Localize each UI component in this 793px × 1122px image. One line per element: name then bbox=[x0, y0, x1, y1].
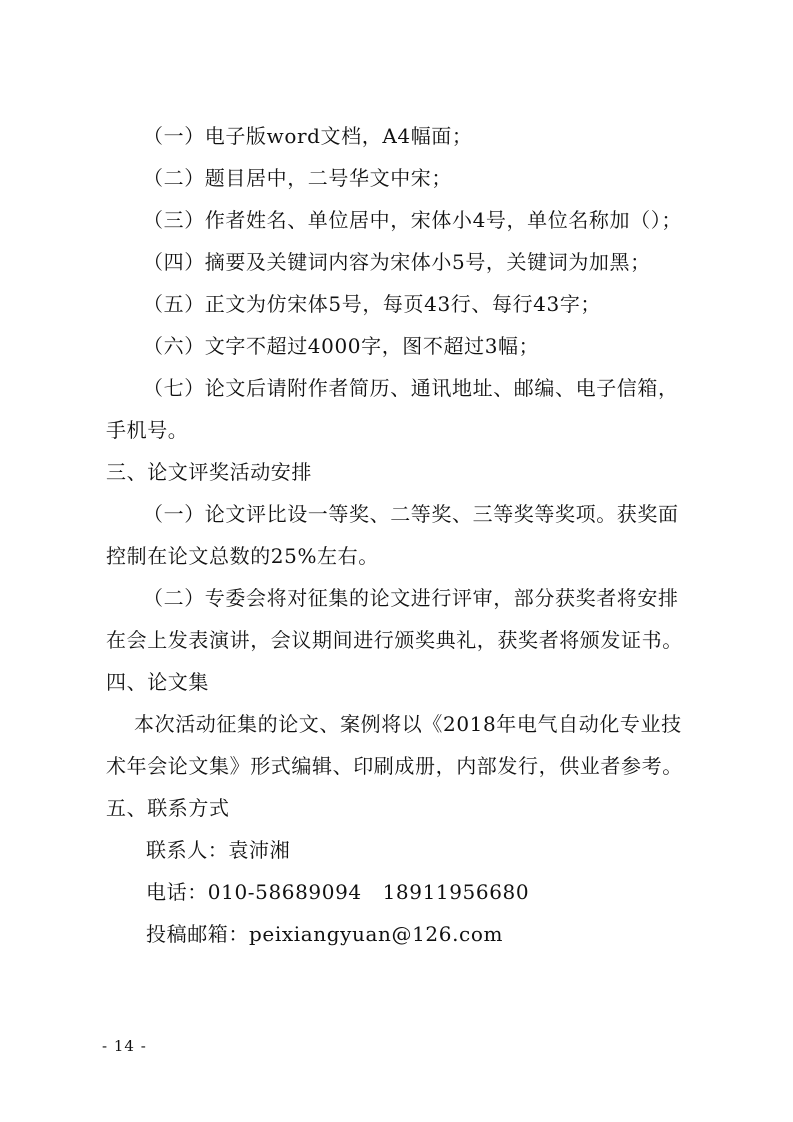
contact-person: 联系人：袁沛湘 bbox=[146, 838, 291, 862]
contact-email: 投稿邮箱：peixiangyuan@126.com bbox=[146, 922, 504, 946]
requirement-3: （三）作者姓名、单位居中，宋体小4号，单位名称加（）； bbox=[143, 208, 682, 232]
section-5-heading: 五、联系方式 bbox=[106, 796, 230, 820]
requirement-7-continued: 手机号。 bbox=[106, 418, 189, 442]
requirement-1: （一）电子版word文档，A4幅面； bbox=[143, 124, 473, 148]
requirement-6: （六）文字不超过4000字，图不超过3幅； bbox=[143, 334, 540, 358]
section-3-paragraph-2-line-2: 在会上发表演讲，会议期间进行颁奖典礼，获奖者将颁发证书。 bbox=[106, 628, 683, 652]
requirement-2: （二）题目居中，二号华文中宋； bbox=[143, 166, 452, 190]
section-4-heading: 四、论文集 bbox=[106, 670, 209, 694]
section-4-line-1: 本次活动征集的论文、案例将以《2018年电气自动化专业技 bbox=[134, 712, 682, 736]
section-3-heading: 三、论文评奖活动安排 bbox=[106, 460, 312, 484]
section-3-paragraph-1-line-2: 控制在论文总数的25%左右。 bbox=[106, 544, 379, 568]
requirement-7: （七）论文后请附作者简历、通讯地址、邮编、电子信箱， bbox=[143, 376, 679, 400]
section-3-paragraph-1-line-1: （一）论文评比设一等奖、二等奖、三等奖等奖项。获奖面 bbox=[143, 502, 679, 526]
section-3-paragraph-2-line-1: （二）专委会将对征集的论文进行评审，部分获奖者将安排 bbox=[143, 586, 679, 610]
requirement-5: （五）正文为仿宋体5号，每页43行、每行43字； bbox=[143, 292, 602, 316]
page-number: - 14 - bbox=[102, 1037, 147, 1055]
contact-phone: 电话：010-58689094 18911956680 bbox=[146, 880, 530, 904]
section-4-line-2: 术年会论文集》形式编辑、印刷成册，内部发行，供业者参考。 bbox=[106, 754, 683, 778]
requirement-4: （四）摘要及关键词内容为宋体小5号，关键词为加黑； bbox=[143, 250, 651, 274]
